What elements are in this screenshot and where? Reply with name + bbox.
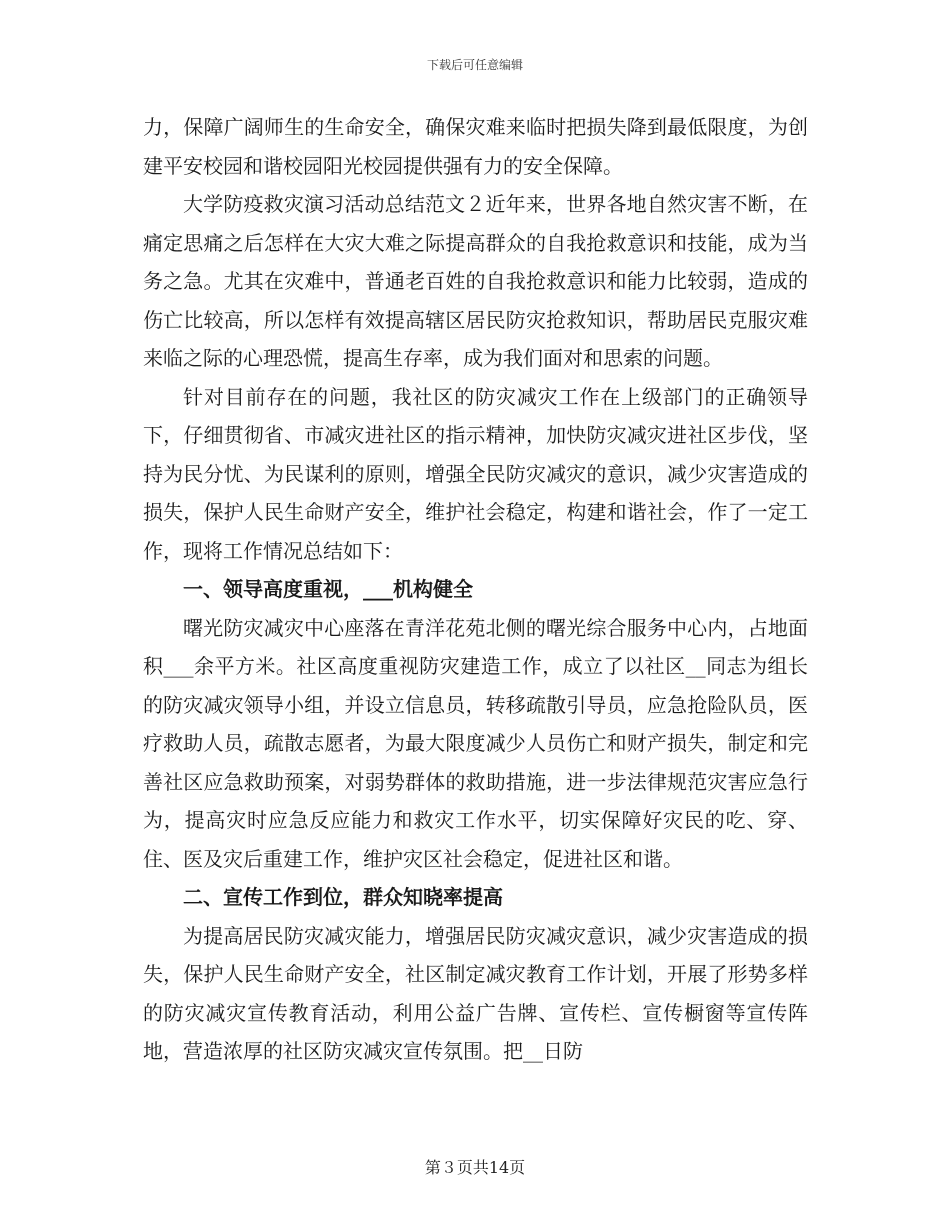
- paragraph: 为提高居民防灾减灾能力，增强居民防灾减灾意识，减少灾害造成的损失，保护人民生命财产安全，社区制定减灾教育工作计划，开展了形势多样的防灾减灾宣传教育活动，利用公益广告牌、宣传栏、宣传橱窗等宣传阵地，营造浓厚的社区防灾减灾宣传氛围。把__日防: [143, 923, 808, 1063]
- paragraph: 力，保障广阔师生的生命安全，确保灾难来临时把损失降到最低限度，为创建平安校园和谐校园阳光校园提供强有力的安全保障。: [143, 115, 808, 178]
- paragraph: 曙光防灾减灾中心座落在青洋花苑北侧的曙光综合服务中心内，占地面积___余平方米。社区高度重视防灾建造工作，成立了以社区__同志为组长的防灾减灾领导小组，并设立信息员，转移疏散引导员，应急抢险队员，医疗救助人员，疏散志愿者，为最大限度减少人员伤亡和财产损失，制定和完善社区应急救助预案，对弱势群体的救助措施，进一步法律规范灾害应急行为，提高灾时应急反应能力和救灾工作水平，切实保障好灾民的吃、穿、住、医及灾后重建工作，维护灾区社会稳定，促进社区和谐。: [143, 615, 808, 871]
- paragraph: 针对目前存在的问题，我社区的防灾减灾工作在上级部门的正确领导下，仔细贯彻省、市减灾进社区的指示精神，加快防灾减灾进社区步伐，坚持为民分忧、为民谋利的原则，增强全民防灾减灾的意识，减少灾害造成的损失，保护人民生命财产安全，维护社会稳定，构建和谐社会，作了一定工作，现将工作情况总结如下：: [143, 384, 808, 563]
- page-number: 第３页共14页: [424, 1158, 526, 1177]
- section-heading: 二、宣传工作到位，群众知晓率提高: [183, 885, 503, 909]
- page-header-note: 下载后可任意编辑: [426, 58, 523, 72]
- document-body: [143, 108, 808, 1071]
- section-heading: 一、领导高度重视，___机构健全: [183, 577, 473, 601]
- paragraph: 大学防疫救灾演习活动总结范文２近年来，世界各地自然灾害不断，在痛定思痛之后怎样在大灾大难之际提高群众的自我抢救意识和技能，成为当务之急。尤其在灾难中，普通老百姓的自我抢救意识和能力比较弱，造成的伤亡比较高，所以怎样有效提高辖区居民防灾抢救知识，帮助居民克服灾难来临之际的心理恐慌，提高生存率，成为我们面对和思索的问题。: [143, 192, 808, 370]
